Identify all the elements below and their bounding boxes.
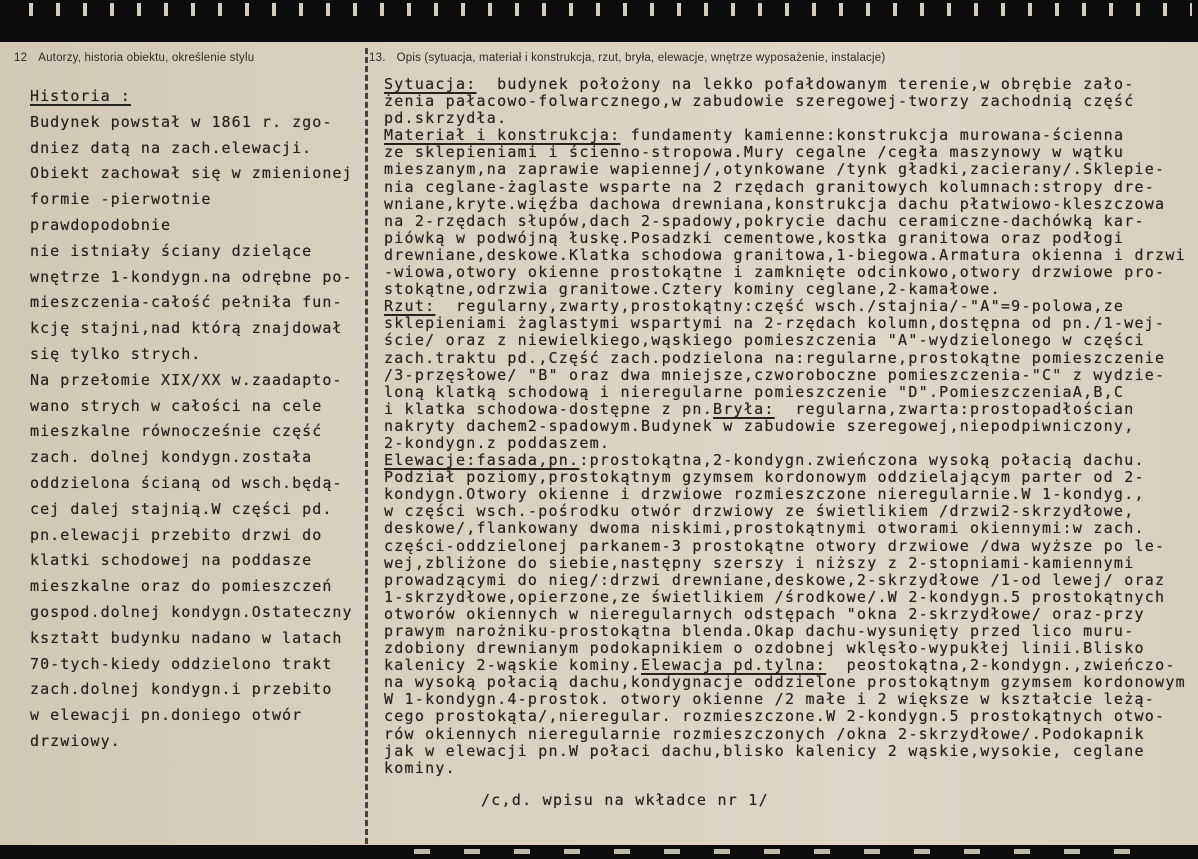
section-12-header — [14, 52, 362, 64]
section-13-typed-text: Sytuacja: budynek położony na lekko pofałdowanym terenie,w obrębie zało- żenia pałacowo-folwarcznego,w zabudowie szeregowej-tworzy zachodnią część pd.skrzydła. Materiał i konstrukcja: fundamenty kamienne:konstrukcja murowana-ścienna ze sklepieniami i ścienno-stropowa.Mury cegalne /cegła maszynowy w wątku mieszanym,na zaprawie wapiennej/,otynkowane /tynk gładki,zacierany/.Sklepie- nia ceglane-żaglaste wsparte na 2 rzędach granitowych kolumnach:stropy dre- wniane,kryte.więźba dachowa drewniana,konstrukcja dachu płatwiowo-kleszczowa na 2-rzędach słupów,dach 2-spadowy,pokrycie dachu ceramiczne-dachówką kar- piówką w podwójną łuskę.Posadzki cementowe,kostka granitowa oraz podłogi drewniane,deskowe.Klatka schodowa granitowa,1-biegowa.Armatura okienna i drzwi -wiowa,otwory okienne prostokątne i zamknięte odcinkowo,otwory drzwiowe pro- stokątne,odrzwia granitowe.Cztery kominy ceglane,2-kamałowe. Rzut: regularny,zwarty,prostokątny:część wsch./stajnia/-"A"=9-polowa,ze sklepieniami żaglastymi wspartymi na 2-rzędach kolumn,dostępna od pn./1-wej- ście/ oraz z niewielkiego,wąskiego pomieszczenia "A"-wydzielonego w części zach.traktu pd.,Część zach.podzielona na:regularne,prostokątne pomieszczenie /3-przęsłowe/ "B" oraz dwa mniejsze,czworoboczne pomieszczenia-"C" z wydzie- loną klatką schodową i nieregularne pomieszczenie "D".PomieszczeniaA,B,C i klatka schodowa-dostępne z pn.Bryła: regularna,zwarta:prostopadłościan nakryty dachem2-spadowym.Budynek w zabudowie szeregowej,niepodpiwniczony, 2-kondygn.z poddaszem. Elewacje:fasada,pn.:prostokątna,2-kondygn.zwieńczona wysoką połacią dachu. Podział poziomy,prostokątnym gzymsem kordonowym oddzielającym parter od 2- kondygn.Otwory okienne i drzwiowe rozmieszczone nieregularnie.W 1-kondyg., w części wsch.-pośrodku otwór drzwiowy ze świetlikiem /drzwi2-skrzydłowe, deskowe/,flankowany dwoma niskimi,prostokątnymi otworami okiennymi:w zach. części-oddzielonej parkanem-3 prostokątne otwory drzwiowe /dwa wyższe po le- wej,zbliżone do siebie,następny szerszy i niższy z 2-stopniami-kamiennymi prowadzącymi do nieg/:drzwi drewniane,deskowe,2-skrzydłowe /1-od lewej/ oraz 1-skrzydłowe,opierzone,ze świetlikiem /środkowe/.W 2-kondygn.5 prostokątnych otworów okiennych w nieregularnych odstępach "okna 2-skrzydłowe/ oraz-przy prawym narożniku-prostokątna blenda.Okap dachu-wysunięty przed lico muru- zdobiony drewnianym podokapnikiem o ozdobnej wklęsło-wypukłej linii.Blisko kalenicy 2-wąskie kominy.Elewacja pd.tylna: peostokątna,2-kondygn.,zwieńczo- na wysoką połacią dachu,kondygnacje oddzielone prostokątnym gzymsem kordonowym W 1-kondygn.4-prostok. otwory okienne /2 małe i 2 większe w kształcie leżą- cego prostokąta/,nieregular. rozmieszczone.W 2-kondygn.5 prostokątnych otwo- rów okiennych nieregularnie rozmieszczonych /okna 2-skrzydłowe/.Podokapnik jak w elewacji pn.W połaci dachu,blisko kalenicy 2 wąskie,wysokie, ceglane kominy. — [384, 75, 1186, 777]
section-12-column — [14, 52, 362, 755]
scan-bottom-edge — [0, 845, 1198, 859]
column-divider — [365, 48, 368, 844]
section-12-number: 12 — [14, 52, 28, 64]
continuation-note: /c,d. wpisu na wkładce nr 1/ — [481, 790, 769, 809]
section-13-header — [369, 52, 1189, 64]
section-12-typed-text: Historia : Budynek powstał w 1861 r. zgo- dniez datą na zach.elewacji. Obiekt zachował się w zmienionej formie -pierwotnie prawdopodobnie nie istniały ściany dzielące wnętrze 1-kondygn.na odrębne po- mieszczenia-całość pełniła fun- kcję stajni,nad którą znajdował się tylko strych. Na przełomie XIX/XX w.zaadapto- wano strych w całości na cele mieszkalne równocześnie część zach. dolnej kondygn.została oddzielona ścianą od wsch.będą- cej dalej stajnią.W części pd. pn.elewacji przebito drzwi do klatki schodowej na poddasze mieszkalne oraz do pomieszczeń gospod.dolnej kondygn.Ostateczny kształt budynku nadano w latach 70-tych-kiedy oddzielono trakt zach.dolnej kondygn.i przebito w elewacji pn.doniego otwór drzwiowy. — [30, 87, 353, 750]
perforation-marks-top — [6, 3, 1192, 16]
section-13-number: 13. — [369, 52, 386, 64]
section-12-title: Autorzy, historia obiektu, określenie stylu — [38, 52, 255, 64]
section-13-column — [369, 52, 1189, 809]
perforation-marks-bottom — [380, 849, 1138, 854]
section-13-title: Opis (sytuacja, materiał i konstrukcja, rzut, bryła, elewacje, wnętrze wyposażenie, instalacje) — [396, 52, 886, 64]
scan-top-edge — [0, 0, 1198, 42]
